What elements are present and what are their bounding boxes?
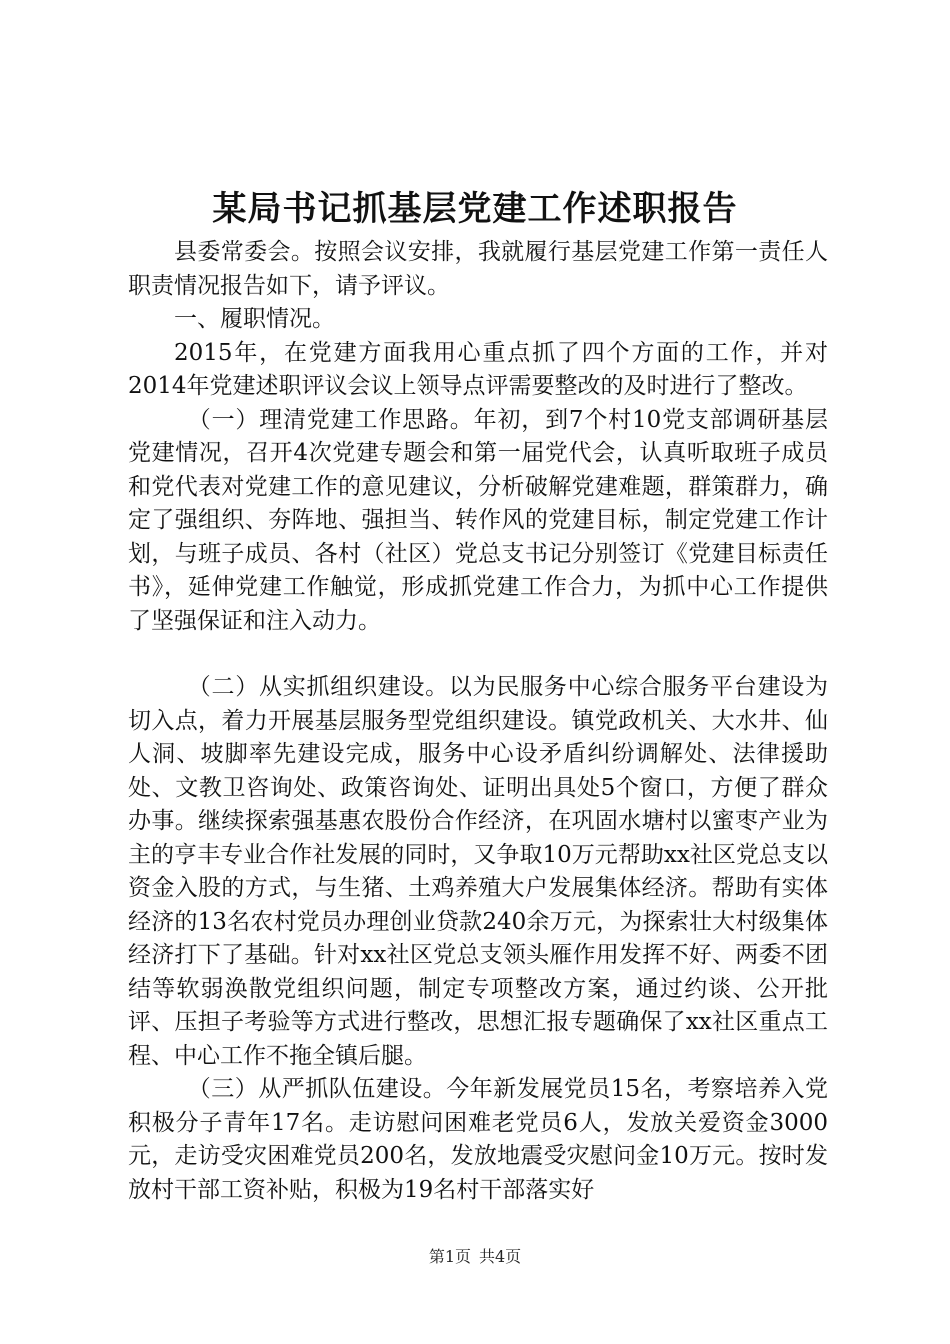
page-footer bbox=[0, 1244, 950, 1267]
paragraph-2015-summary: 2015年，在党建方面我用心重点抓了四个方面的工作，并对2014年党建述职评议会议上领导点评需要整改的及时进行了整改。 bbox=[128, 339, 828, 399]
paragraph-item-1: （一）理清党建工作思路。年初，到7个村10党支部调研基层党建情况，召开4次党建专题会和第一届党代会，认真听取班子成员和党代表对党建工作的意见建议，分析破解党建难题，群策群力，确定了强组织、夯阵地、强担当、转作风的党建目标，制定党建工作计划，与班子成员、各村（社区）党总支书记分别签订《党建目标责任书》，延伸党建工作触觉，形成抓党建工作合力，为抓中心工作提供了坚强保证和注入动力。 bbox=[128, 406, 828, 634]
page-number: 第1页 bbox=[428, 1247, 471, 1266]
document-title: 某局书记抓基层党建工作述职报告 bbox=[212, 189, 738, 229]
section-heading-duty-status: 一、履职情况。 bbox=[174, 306, 335, 332]
paragraph-item-3: （三）从严抓队伍建设。今年新发展党员15名，考察培养入党积极分子青年17名。走访慰问困难老党员6人，发放关爱资金3000元，走访受灾困难党员200名，发放地震受灾慰问金10万元。按时发放村干部工资补贴，积极为19名村干部落实好 bbox=[128, 1076, 828, 1203]
page-total: 共4页 bbox=[479, 1247, 522, 1266]
paragraph-item-2: （二）从实抓组织建设。以为民服务中心综合服务平台建设为切入点，着力开展基层服务型党组织建设。镇党政机关、大水井、仙人洞、坡脚率先建设完成，服务中心设矛盾纠纷调解处、法律援助处、文教卫咨询处、政策咨询处、证明出具处5个窗口，方便了群众办事。继续探索强基惠农股份合作经济，在巩固水塘村以蜜枣产业为主的亨丰专业合作社发展的同时，又争取10万元帮助xx社区党总支以资金入股的方式，与生猪、土鸡养殖大户发展集体经济。帮助有实体经济的13名农村党员办理创业贷款240余万元，为探索壮大村级集体经济打下了基础。针对xx社区党总支领头雁作用发挥不好、两委不团结等软弱涣散党组织问题，制定专项整改方案，通过约谈、公开批评、压担子考验等方式进行整改，思想汇报专题确保了xx社区重点工程、中心工作不拖全镇后腿。 bbox=[128, 674, 828, 1069]
paragraph-opening: 县委常委会。按照会议安排，我就履行基层党建工作第一责任人职责情况报告如下，请予评议。 bbox=[128, 239, 828, 299]
document-body bbox=[128, 236, 828, 1207]
